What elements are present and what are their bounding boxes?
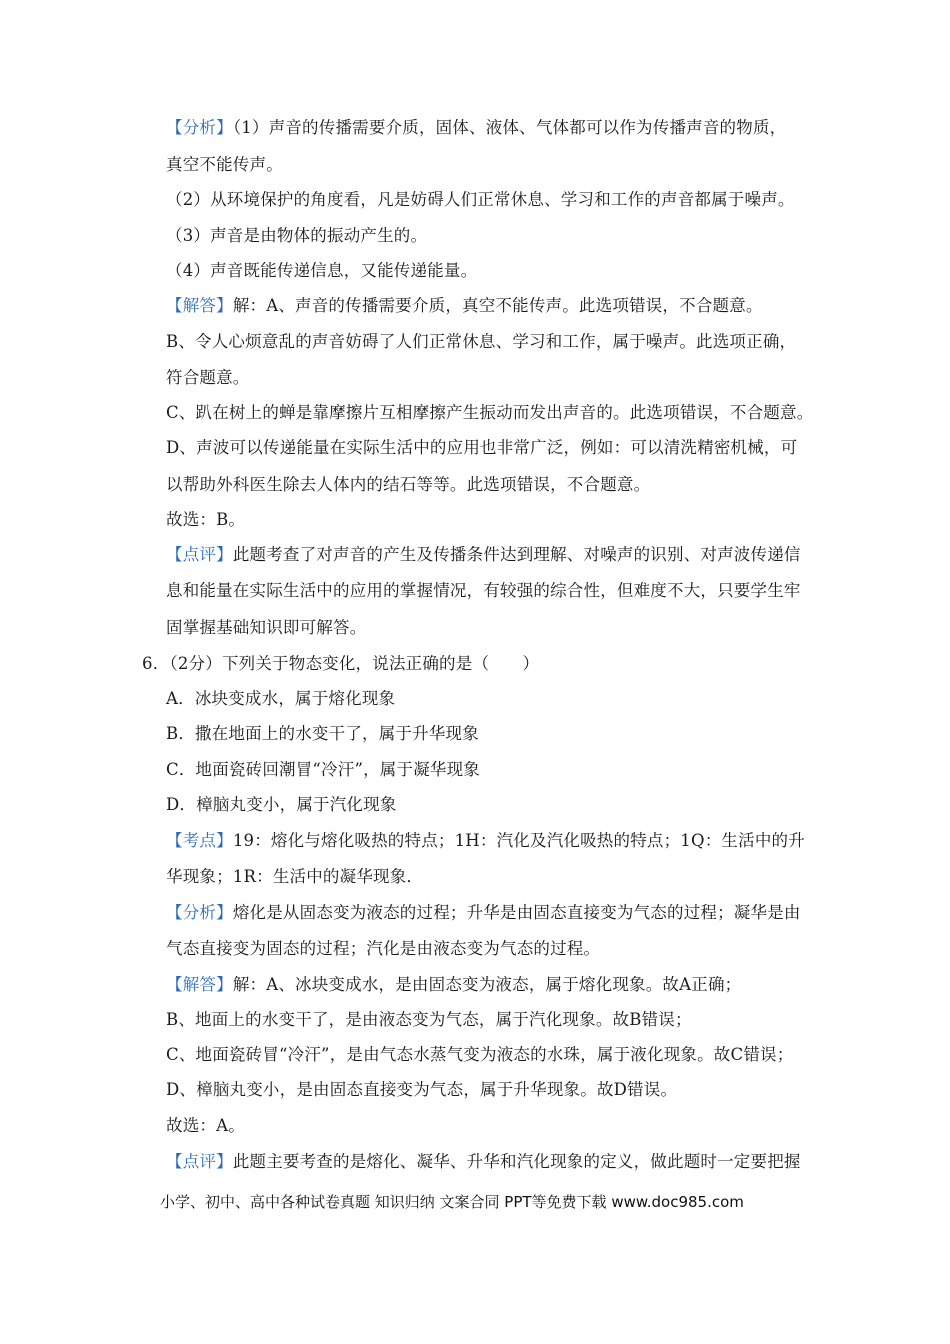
question-number: 6． bbox=[142, 654, 170, 673]
option-a: A．冰块变成水，属于熔化现象 bbox=[166, 689, 396, 708]
q6-analysis-line-2: 气态直接变为固态的过程；汽化是由液态变为气态的过程。 bbox=[166, 939, 601, 958]
prev-analysis-line-2: 真空不能传声。 bbox=[166, 155, 283, 174]
option-d: D．樟脑丸变小，属于汽化现象 bbox=[166, 795, 397, 814]
prev-comment-line-3: 固掌握基础知识即可解答。 bbox=[166, 618, 367, 637]
q6-answer-line-5: 故选：A。 bbox=[166, 1116, 245, 1135]
option-b: B．撒在地面上的水变干了，属于升华现象 bbox=[166, 724, 479, 743]
prev-analysis-line-1: 【分析】（1）声音的传播需要介质，固体、液体、气体都可以作为传播声音的物质， bbox=[166, 118, 787, 137]
question-6-stem: 6．（2分）下列关于物态变化，说法正确的是（ ） bbox=[142, 654, 540, 673]
footer-banner: 小学、初中、高中各种试卷真题 知识归纳 文案合同 PPT等免费下载 www.doc985.com bbox=[160, 1193, 744, 1211]
q6-answer-line-3: C、地面瓷砖冒“冷汗”，是由气态水蒸气变为液态的水珠，属于液化现象。故C错误； bbox=[166, 1045, 794, 1064]
prev-answer-line-6: 以帮助外科医生除去人体内的结石等等。此选项错误，不合题意。 bbox=[166, 475, 651, 494]
q6-comment-line-1: 【点评】此题主要考查的是熔化、凝华、升华和汽化现象的定义，做此题时一定要把握 bbox=[166, 1152, 801, 1171]
option-c: C．地面瓷砖回潮冒“冷汗”，属于凝华现象 bbox=[166, 760, 480, 779]
comment-tag: 【点评】 bbox=[166, 1152, 233, 1171]
analysis-tag: 【分析】 bbox=[166, 903, 233, 922]
comment-tag: 【点评】 bbox=[166, 545, 233, 564]
point-tag: 【考点】 bbox=[166, 831, 233, 850]
prev-analysis-line-5: （4）声音既能传递信息，又能传递能量。 bbox=[166, 261, 478, 280]
q6-answer-line-2: B、地面上的水变干了，是由液态变为气态，属于汽化现象。故B错误； bbox=[166, 1010, 692, 1029]
answer-tag: 【解答】 bbox=[166, 975, 233, 994]
prev-answer-line-3: 符合题意。 bbox=[166, 368, 250, 387]
analysis-tag: 【分析】 bbox=[166, 118, 233, 137]
prev-analysis-line-3: （2）从环境保护的角度看，凡是妨碍人们正常休息、学习和工作的声音都属于噪声。 bbox=[166, 190, 795, 209]
prev-analysis-line-4: （3）声音是由物体的振动产生的。 bbox=[166, 226, 428, 245]
prev-answer-line-1: 【解答】解：A、声音的传播需要介质，真空不能传声。此选项错误，不合题意。 bbox=[166, 296, 763, 315]
prev-answer-line-4: C、趴在树上的蝉是靠摩擦片互相摩擦产生振动而发出声音的。此选项错误，不合题意。 bbox=[166, 403, 814, 422]
point-line-2: 华现象；1R：生活中的凝华现象． bbox=[166, 867, 424, 886]
point-line-1: 【考点】19：熔化与熔化吸热的特点；1H：汽化及汽化吸热的特点；1Q：生活中的升 bbox=[166, 831, 805, 850]
prev-answer-line-2: B、令人心烦意乱的声音妨碍了人们正常休息、学习和工作，属于噪声。此选项正确， bbox=[166, 332, 797, 351]
q6-analysis-line-1: 【分析】熔化是从固态变为液态的过程；升华是由固态直接变为气态的过程；凝华是由 bbox=[166, 903, 801, 922]
answer-tag: 【解答】 bbox=[166, 296, 233, 315]
prev-comment-line-1: 【点评】此题考查了对声音的产生及传播条件达到理解、对噪声的识别、对声波传递信 bbox=[166, 545, 801, 564]
prev-answer-line-7: 故选：B。 bbox=[166, 510, 246, 529]
q6-answer-line-1: 【解答】解：A、冰块变成水，是由固态变为液态，属于熔化现象。故A正确； bbox=[166, 975, 742, 994]
q6-answer-line-4: D、樟脑丸变小，是由固态直接变为气态，属于升华现象。故D错误。 bbox=[166, 1080, 678, 1099]
prev-answer-line-5: D、声波可以传递能量在实际生活中的应用也非常广泛，例如：可以清洗精密机械，可 bbox=[166, 438, 798, 457]
prev-comment-line-2: 息和能量在实际生活中的应用的掌握情况，有较强的综合性，但难度不大，只要学生牢 bbox=[166, 581, 801, 600]
